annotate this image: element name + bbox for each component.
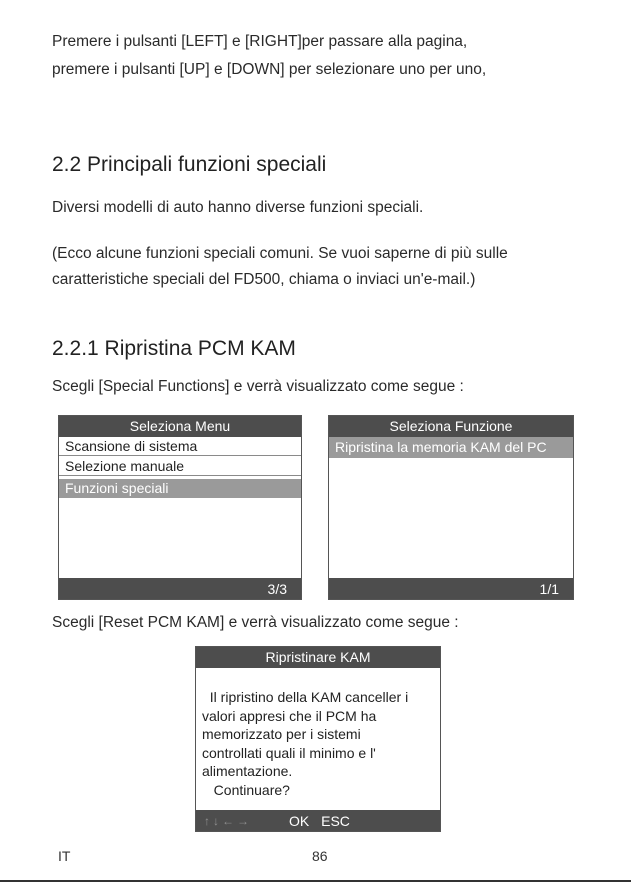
- section-2-2-para-2-line-2: caratteristiche speciali del FD500, chiama o inviaci un'e-mail.): [52, 271, 476, 288]
- intro-line-1: Premere i pulsanti [LEFT] e [RIGHT]per passare alla pagina,: [52, 33, 468, 50]
- dialog-actions: [289, 810, 350, 833]
- esc-button[interactable]: ESC: [321, 813, 350, 829]
- function-page-indicator: 1/1: [539, 581, 559, 597]
- screen-select-menu-footer: [59, 578, 301, 599]
- section-2-2-para-1: Diversi modelli di auto hanno diverse funzioni speciali.: [52, 199, 424, 216]
- menu-item-system-scan[interactable]: Scansione di sistema: [59, 437, 301, 456]
- screen-select-menu-title: Seleziona Menu: [59, 416, 301, 437]
- screen-select-function-title: Seleziona Funzione: [329, 416, 573, 437]
- dialog-title: Ripristinare KAM: [196, 647, 440, 668]
- menu-item-special-functions[interactable]: Funzioni speciali: [59, 479, 301, 498]
- instruction-special-functions: Scegli [Special Functions] e verrà visualizzato come segue :: [52, 378, 464, 395]
- section-2-2-para-2-line-1: (Ecco alcune funzioni speciali comuni. Se vuoi saperne di più sulle: [52, 245, 508, 262]
- intro-line-2: premere i pulsanti [UP] e [DOWN] per selezionare uno per uno,: [52, 61, 487, 78]
- screen-select-menu: [58, 415, 302, 600]
- dialog-message: Il ripristino della KAM canceller i valori appresi che il PCM ha memorizzato per i sistemi controllati quali il minimo e l' alimentazione. Continuare?: [202, 689, 409, 798]
- screen-select-function: [328, 415, 574, 600]
- function-item-reset-kam[interactable]: Ripristina la memoria KAM del PC: [329, 437, 573, 458]
- screen-reset-kam-dialog: [195, 646, 441, 832]
- footer-page-number: 86: [312, 848, 328, 864]
- ok-button[interactable]: OK: [289, 813, 310, 829]
- screen-select-function-footer: [329, 578, 573, 599]
- dialog-footer: [196, 810, 440, 831]
- section-heading-2-2: 2.2 Principali funzioni speciali: [52, 153, 327, 176]
- instruction-reset-pcm-kam: Scegli [Reset PCM KAM] e verrà visualizzato come segue :: [52, 614, 459, 631]
- bottom-divider: [0, 880, 631, 882]
- section-heading-2-2-1: 2.2.1 Ripristina PCM KAM: [52, 337, 296, 360]
- menu-item-manual-selection[interactable]: Selezione manuale: [59, 457, 301, 476]
- footer-language: IT: [58, 848, 71, 864]
- navigation-arrows-icon: ↑↓←→: [204, 814, 252, 828]
- menu-page-indicator: 3/3: [267, 581, 287, 597]
